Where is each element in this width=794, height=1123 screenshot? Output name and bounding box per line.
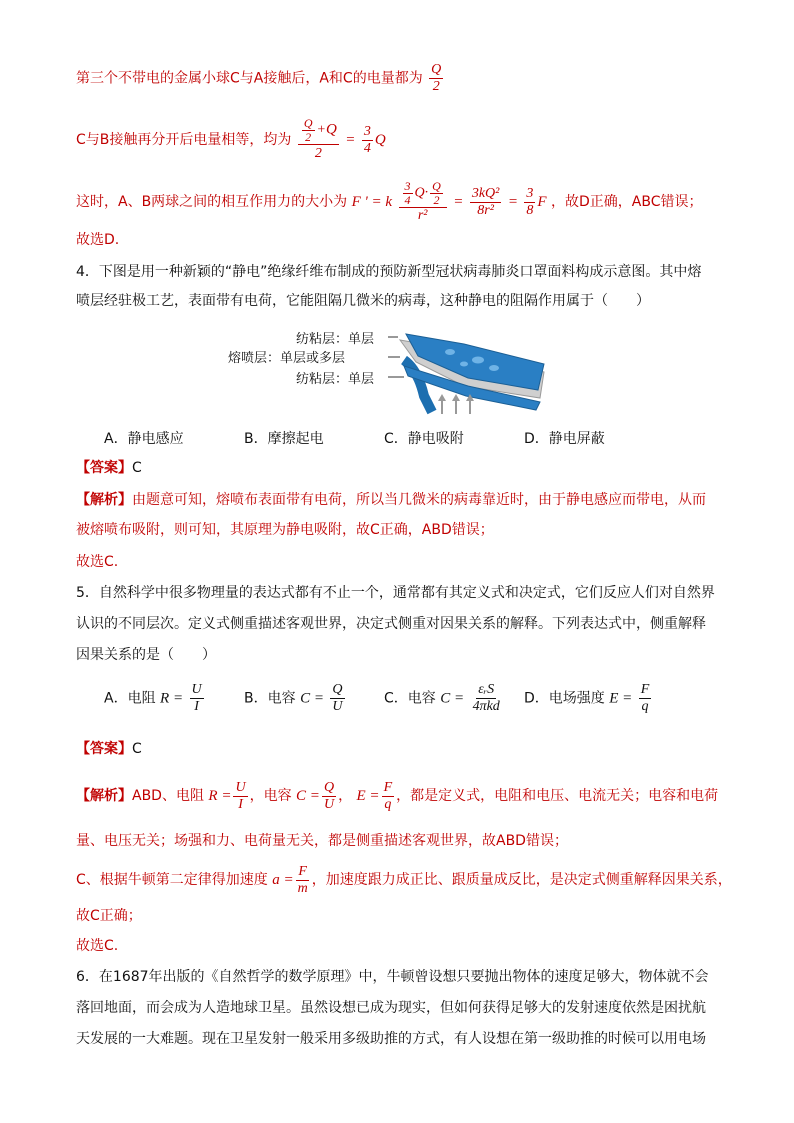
prev-line3-text: 这时，A、B两球之间的相互作用力的大小为	[76, 194, 348, 210]
figure-label-middle: 熔喷层：单层或多层	[228, 351, 346, 366]
q5-analysis-line3-post: ，加速度跟力成正比、跟质量成反比，是决定式侧重解释因果关系，	[311, 872, 732, 888]
q5-option-a-fraction: $\frac{U}{I}$	[191, 682, 202, 714]
q5-conclusion: 故选C.	[76, 938, 119, 954]
q4-option-b[interactable]: B．摩擦起电	[244, 431, 324, 447]
q6-line3: 天发展的一大难题。现在卫星发射一般采用多级助推的方式，有人设想在第一级助推的时候可以用电场	[76, 1031, 706, 1047]
q5-analysis-line2: 量、电压无关；场强和力、电荷量无关，都是侧重描述客观世界，故ABD错误；	[76, 833, 568, 849]
analysis-tag: 【解析】	[76, 788, 132, 804]
figure-label-bottom: 纺粘层：单层	[296, 372, 375, 387]
q4-conclusion: 故选C.	[76, 554, 119, 570]
q4-option-a[interactable]: A．静电感应	[104, 431, 184, 447]
q5-analysis-line1: 【解析】ABD、电阻 R = $\frac{U}{I}$ ，电容 C = $\frac{Q}{U}$ ， E = $\frac{F}{q}$ ，都是定义式，电阻和电压、电流无关；电容和电荷	[76, 779, 719, 812]
q6-line1: 6．在1687年出版的《自然哲学的数学原理》中，牛顿曾设想只要抛出物体的速度足够大，物体就不会	[76, 969, 709, 985]
q4-stem-line2: 喷层经驻极工艺，表面带有电荷，它能阻隔几微米的病毒，这种静电的阻隔作用属于（ ）	[76, 293, 650, 309]
q5-option-b-label: B．电容	[244, 690, 296, 707]
q4-analysis-line1	[76, 490, 706, 510]
q6-line2: 落回地面，而会成为人造地球卫星。虽然设想已成为现实，但如何获得足够大的发射速度依然是困扰航	[76, 1000, 706, 1016]
q5-option-d[interactable]	[524, 682, 653, 715]
answer-tag: 【答案】	[76, 460, 132, 476]
prev-line3-post: ，故D正确，ABC错误；	[551, 194, 703, 210]
q5-option-d-fraction: $\frac{F}{q}$	[640, 682, 650, 714]
q5-option-b-lhs: C =	[300, 690, 324, 707]
q5-analysis-d: ，都是定义式，电阻和电压、电流无关；电容和电荷	[396, 788, 719, 804]
q5-option-d-lhs: E =	[609, 690, 633, 707]
q4-answer	[76, 458, 142, 478]
e-fraction: $\frac{F}{q}$	[383, 779, 393, 812]
prev-solution-line1	[76, 62, 445, 95]
q4-answer-value: C	[132, 460, 142, 476]
mask-fabric-figure	[228, 326, 548, 416]
q5-option-d-label: D．电场强度	[524, 690, 605, 707]
q5-stem-line2: 认识的不同层次。定义式侧重描述客观世界，决定式侧重对因果关系的解释。下列表达式中，侧重解释	[76, 616, 706, 632]
q5-option-a[interactable]	[104, 682, 206, 715]
fabric-layers-illustration	[228, 326, 548, 416]
q5-option-b-fraction: $\frac{Q}{U}$	[332, 682, 343, 714]
q-over-2-fraction: $\frac{Q}{2}$	[431, 62, 442, 94]
force-simplified-fraction: $\frac{\text{3kQ²}}{\text{8r²}}$	[471, 185, 500, 218]
prev-solution-line3: 这时，A、B两球之间的相互作用力的大小为 F ' = k $\frac{3}{4}$ Q· $\frac{Q}{2}$ r² = $\frac{\text{3kQ²}}{\text{8r²}}$ = $\frac{3}{8}$ F ，故D正确，ABC错误；	[76, 179, 703, 223]
q4-stem-line1: 4．下图是用一种新颖的“静电”绝缘纤维布制成的预防新型冠状病毒肺炎口罩面料构成示意图。其中熔	[76, 264, 702, 280]
q5-answer-value: C	[132, 741, 142, 757]
analysis-tag: 【解析】	[76, 492, 132, 508]
q5-stem-line1: 5．自然科学中很多物理量的表达式都有不止一个，通常都有其定义式和决定式，它们反应人们对自然界	[76, 585, 715, 601]
q5-analysis-line4: 故C正确；	[76, 908, 142, 924]
prev-solution-line2: C与B接触再分开后电量相等，均为 $\frac{Q}{2}$ +Q 2 = $\frac{3}{4}$ Q	[76, 116, 386, 161]
q5-analysis-line3: C、根据牛顿第二定律得加速度 a = $\frac{F}{m}$ ，加速度跟力成正比、跟质量成反比，是决定式侧重解释因果关系，	[76, 863, 732, 896]
q5-analysis-b: ，电容	[249, 788, 292, 804]
three-quarters-fraction: $\frac{3}{4}$	[363, 123, 371, 156]
q5-option-a-lhs: R =	[160, 690, 184, 707]
q5-option-c-fraction: $\frac{\text{εᵣS}}{\text{4πkd}}$	[472, 682, 500, 714]
q5-stem-line3: 因果关系的是（ ）	[76, 647, 216, 663]
q5-option-c[interactable]	[384, 682, 504, 715]
q4-option-d[interactable]: D．静电屏蔽	[524, 431, 605, 447]
avg-charge-fraction: $\frac{Q}{2}$ +Q 2	[298, 117, 339, 163]
force-fraction: $\frac{3}{4}$ Q· $\frac{Q}{2}$ r²	[399, 180, 447, 224]
q5-analysis-c: ，	[338, 788, 353, 804]
c-fraction: $\frac{Q}{U}$	[323, 779, 335, 812]
q5-analysis-line3-pre: C、根据牛顿第二定律得加速度	[76, 872, 268, 888]
prev-line1-text: 第三个不带电的金属小球C与A接触后，A和C的电量都为	[76, 70, 423, 87]
q5-analysis-a: ABD、电阻	[132, 788, 204, 804]
q5-option-a-label: A．电阻	[104, 690, 156, 707]
q4-analysis-line2: 被熔喷布吸附，则可知，其原理为静电吸附，故C正确，ABD错误；	[76, 522, 494, 538]
q4-option-c[interactable]: C．静电吸附	[384, 431, 464, 447]
q5-option-c-label: C．电容	[384, 690, 436, 707]
three-eighths-fraction: $\frac{3}{8}$	[526, 185, 534, 218]
prev-solution-line4: 故选D.	[76, 232, 120, 248]
answer-tag: 【答案】	[76, 741, 132, 757]
q5-option-c-lhs: C =	[440, 690, 465, 707]
q5-answer	[76, 739, 142, 759]
q5-option-b[interactable]	[244, 682, 347, 715]
q4-analysis-text: 由题意可知，熔喷布表面带有电荷，所以当几微米的病毒靠近时，由于静电感应而带电，从而	[132, 492, 706, 508]
r-fraction: $\frac{U}{I}$	[235, 779, 246, 812]
a-fraction: $\frac{F}{m}$	[297, 863, 308, 896]
prev-line2-text: C与B接触再分开后电量相等，均为	[76, 132, 292, 148]
figure-label-top: 纺粘层：单层	[296, 332, 375, 347]
